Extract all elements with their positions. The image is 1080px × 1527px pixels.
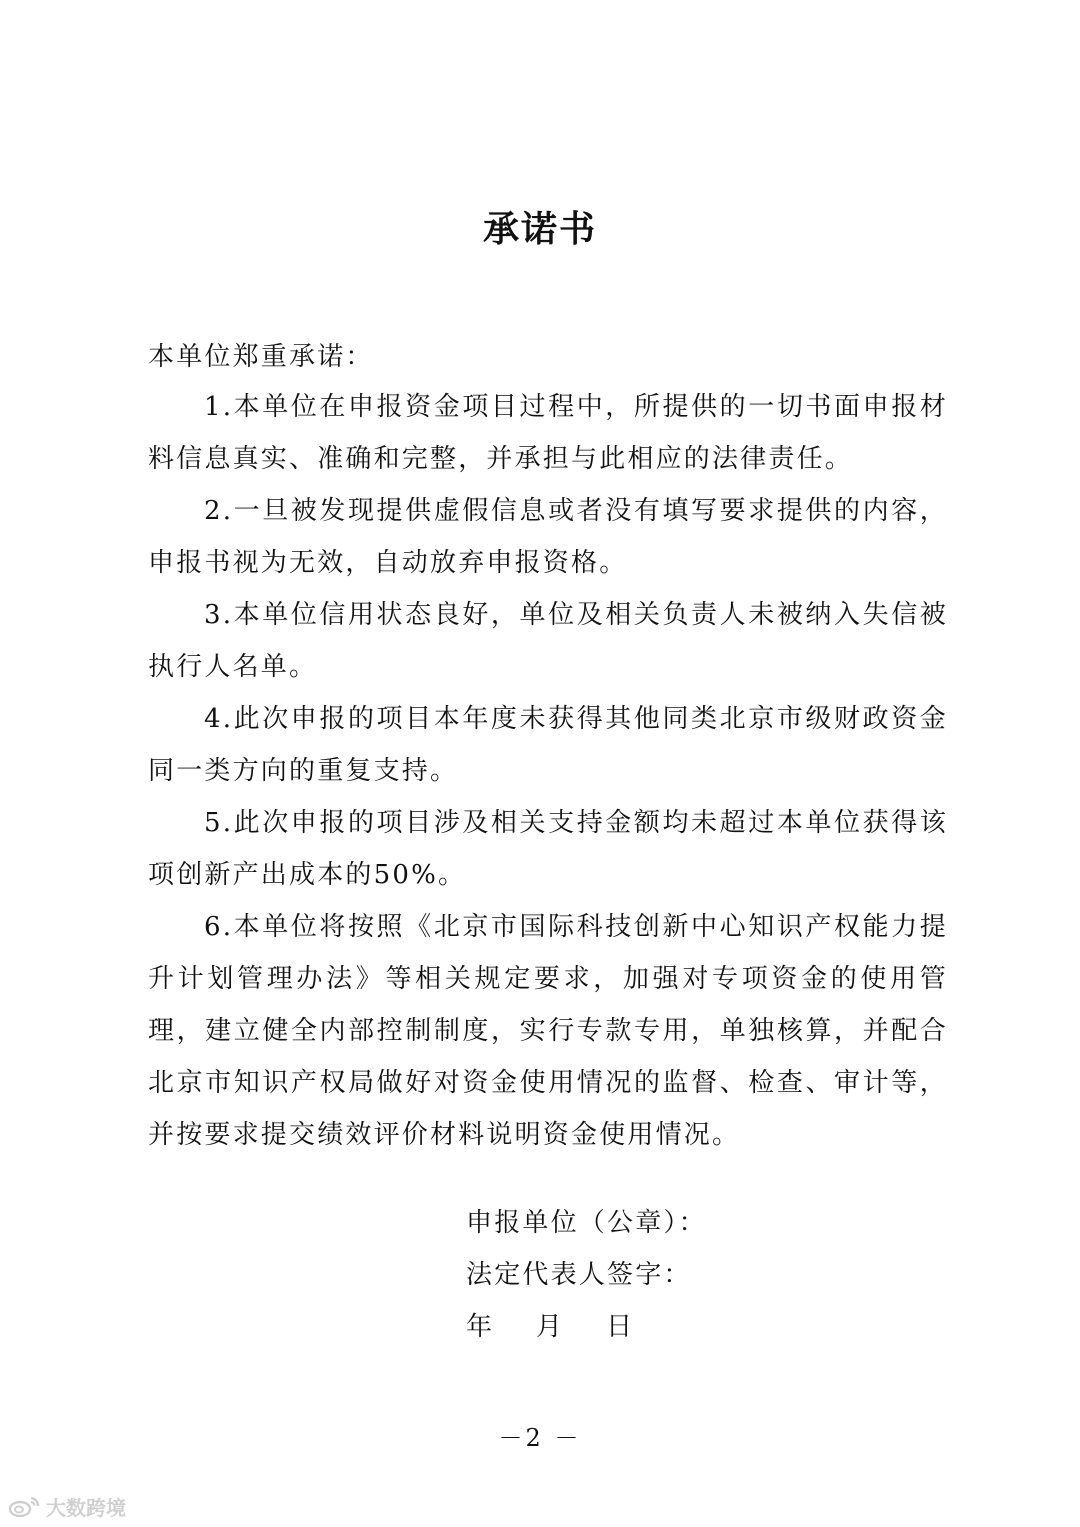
watermark-text: 大数跨境 bbox=[46, 1495, 126, 1520]
clause-1: 1.本单位在申报资金项目过程中，所提供的一切书面申报材料信息真实、准确和完整，并承担与此相应的法律责任。 bbox=[148, 392, 948, 474]
signature-block bbox=[466, 1197, 707, 1353]
signature-date-line: 年 月 日 bbox=[466, 1312, 635, 1342]
clause-4: 4.此次申报的项目本年度未获得其他同类北京市级财政资金同一类方向的重复支持。 bbox=[148, 704, 948, 786]
weibo-logo-icon bbox=[8, 1494, 42, 1518]
clause-6: 6.本单位将按照《北京市国际科技创新中心知识产权能力提升计划管理办法》等相关规定要求，加强对专项资金的使用管理，建立健全内部控制制度，实行专款专用，单独核算，并配合北京市知识产权局做好对资金使用情况的监督、检查、审计等，并按要求提交绩效评价材料说明资金使用情况。 bbox=[148, 912, 948, 1150]
signature-representative-line: 法定代表人签字： bbox=[466, 1260, 692, 1290]
clause-2: 2.一旦被发现提供虚假信息或者没有填写要求提供的内容，申报书视为无效，自动放弃申报资格。 bbox=[148, 496, 948, 578]
document-title: 承诺书 bbox=[482, 209, 597, 250]
clause-5: 5.此次申报的项目涉及相关支持金额均未超过本单位获得该项创新产出成本的50%。 bbox=[148, 808, 948, 890]
signature-unit-line: 申报单位（公章）： bbox=[466, 1208, 707, 1238]
page-number: －2 － bbox=[498, 1424, 582, 1452]
watermark bbox=[8, 1493, 126, 1519]
commitment-lead: 本单位郑重承诺： bbox=[148, 342, 374, 372]
commitment-clauses bbox=[148, 381, 948, 1161]
clause-3: 3.本单位信用状态良好，单位及相关负责人未被纳入失信被执行人名单。 bbox=[148, 600, 948, 682]
